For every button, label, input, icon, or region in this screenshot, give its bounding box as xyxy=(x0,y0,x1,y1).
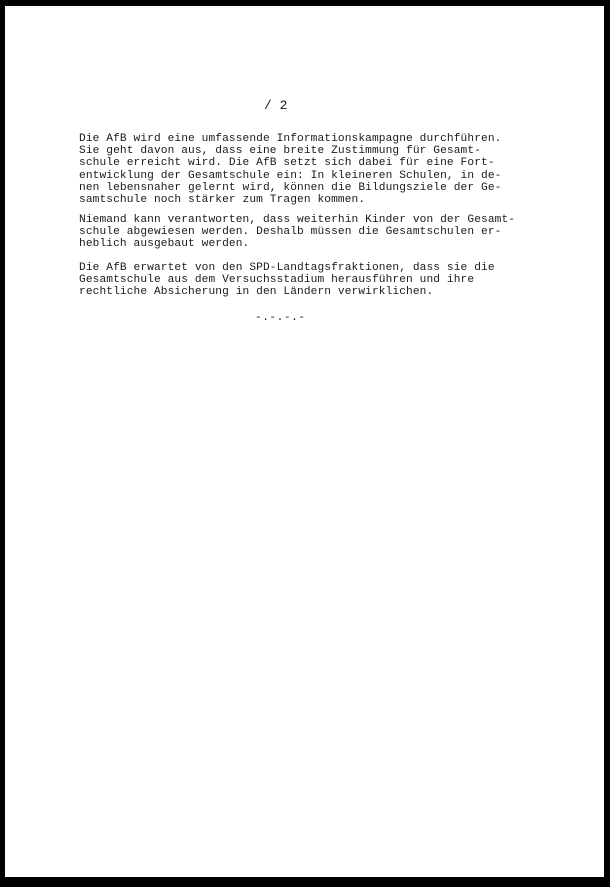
paragraph-information-campaign: Die AfB wird eine umfassende Informationskampagne durchführen. Sie geht davon aus, dass eine breite Zustimmung für Gesamt- schule erreicht wird. Die AfB setzt sich dabei für eine Fort- entwicklung der Gesamtschule ein: In kleineren Schulen, in de- nen lebensnaher gelernt wird, können die Bildungsziele der Ge- samtschule noch stärker zum Tragen kommen. xyxy=(79,133,502,207)
page-number: / 2 xyxy=(264,98,288,113)
document-page xyxy=(5,6,604,877)
paragraph-no-rejection: Niemand kann verantworten, dass weiterhin Kinder von der Gesamt- schule abgewiesen werden. Deshalb müssen die Gesamtschulen er- heblich ausgebaut werden. xyxy=(79,214,516,251)
paragraph-spd-expectation: Die AfB erwartet von den SPD-Landtagsfraktionen, dass sie die Gesamtschule aus dem Versuchsstadium herausführen und ihre rechtliche Absicherung in den Ländern verwirklichen. xyxy=(79,262,495,299)
end-mark: -.-.-.- xyxy=(255,312,306,324)
